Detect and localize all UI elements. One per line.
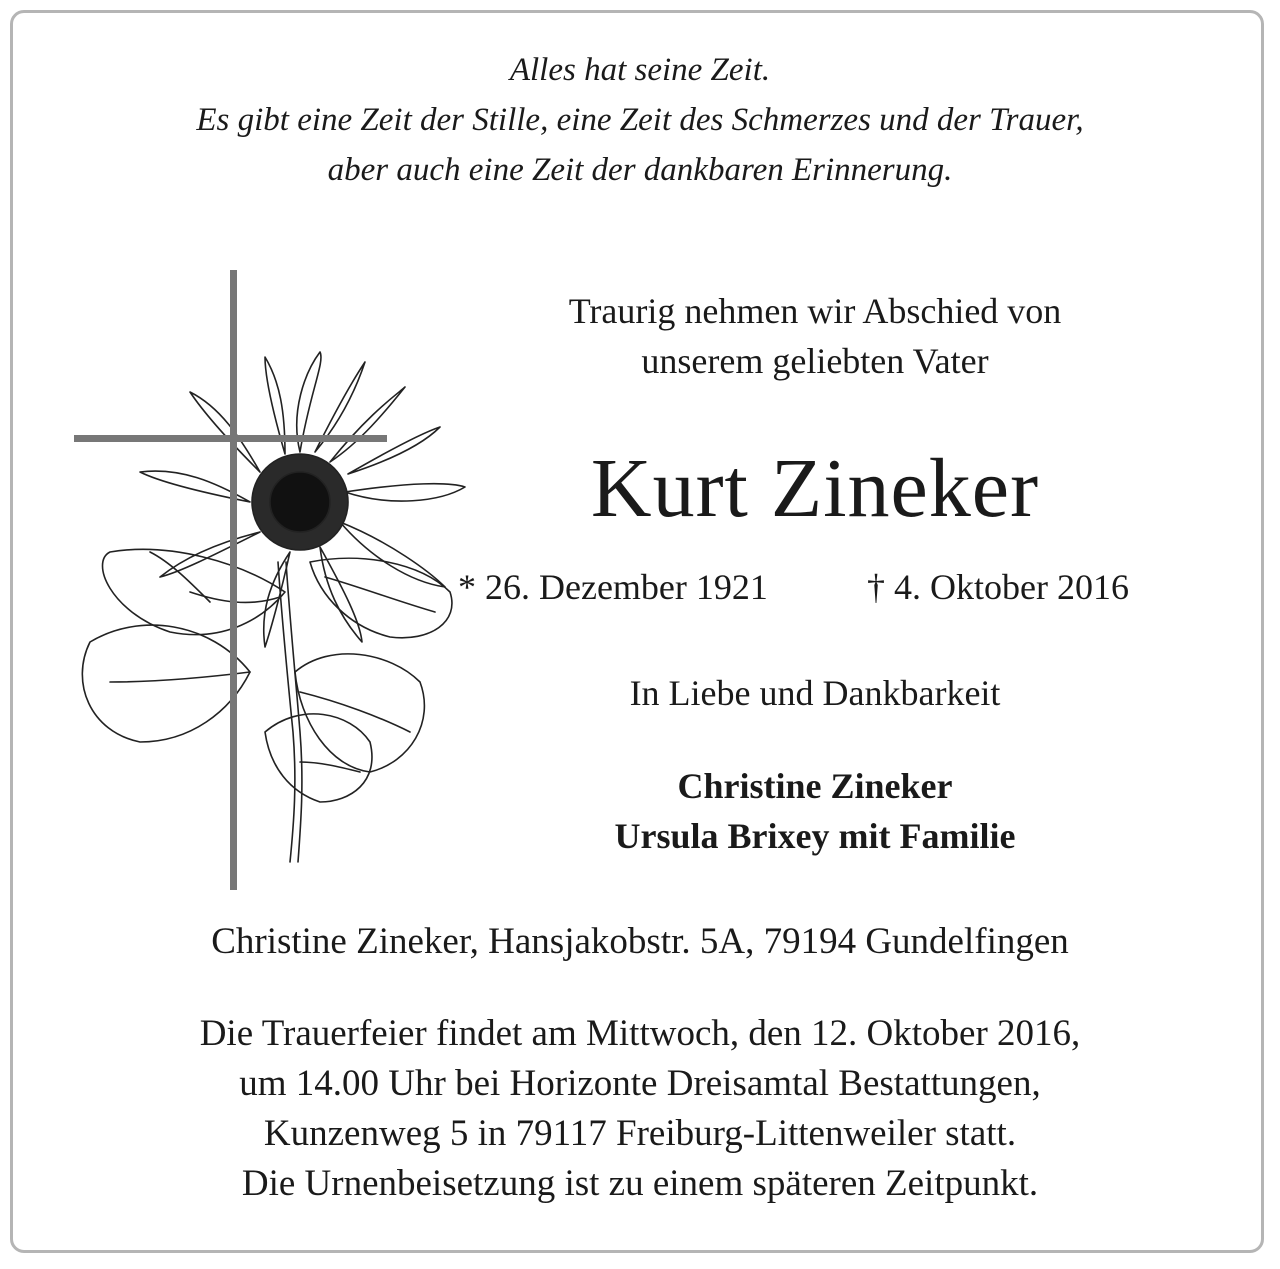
deceased-name: Kurt Zineker: [590, 442, 1040, 535]
ceremony-line-4: Die Urnenbeisetzung ist zu einem späteren Zeitpunkt.: [241, 1163, 1039, 1204]
intro-line-2: unserem geliebten Vater: [641, 341, 989, 381]
mourner-1: Christine Zineker: [677, 766, 953, 806]
death-date: † 4. Oktober 2016: [867, 567, 1129, 607]
intro-line-1: Traurig nehmen wir Abschied von: [568, 291, 1062, 331]
mourner-2: Ursula Brixey mit Familie: [614, 816, 1016, 856]
contact-address: Christine Zineker, Hansjakobstr. 5A, 79194 Gundelfingen: [211, 921, 1069, 962]
ceremony-line-3: Kunzenweg 5 in 79117 Freiburg-Littenweiler statt.: [263, 1113, 1017, 1154]
ceremony-line-2: um 14.00 Uhr bei Horizonte Dreisamtal Bestattungen,: [239, 1063, 1041, 1104]
birth-date: * 26. Dezember 1921: [458, 567, 768, 607]
motto-line-2: Es gibt eine Zeit der Stille, eine Zeit des Schmerzes und der Trauer,: [196, 102, 1084, 138]
ceremony-line-1: Die Trauerfeier findet am Mittwoch, den 12. Oktober 2016,: [199, 1013, 1081, 1054]
motto-line-1: Alles hat seine Zeit.: [509, 52, 771, 88]
motto-line-3: aber auch eine Zeit der dankbaren Erinnerung.: [327, 152, 953, 188]
dedication: In Liebe und Dankbarkeit: [629, 673, 1001, 713]
